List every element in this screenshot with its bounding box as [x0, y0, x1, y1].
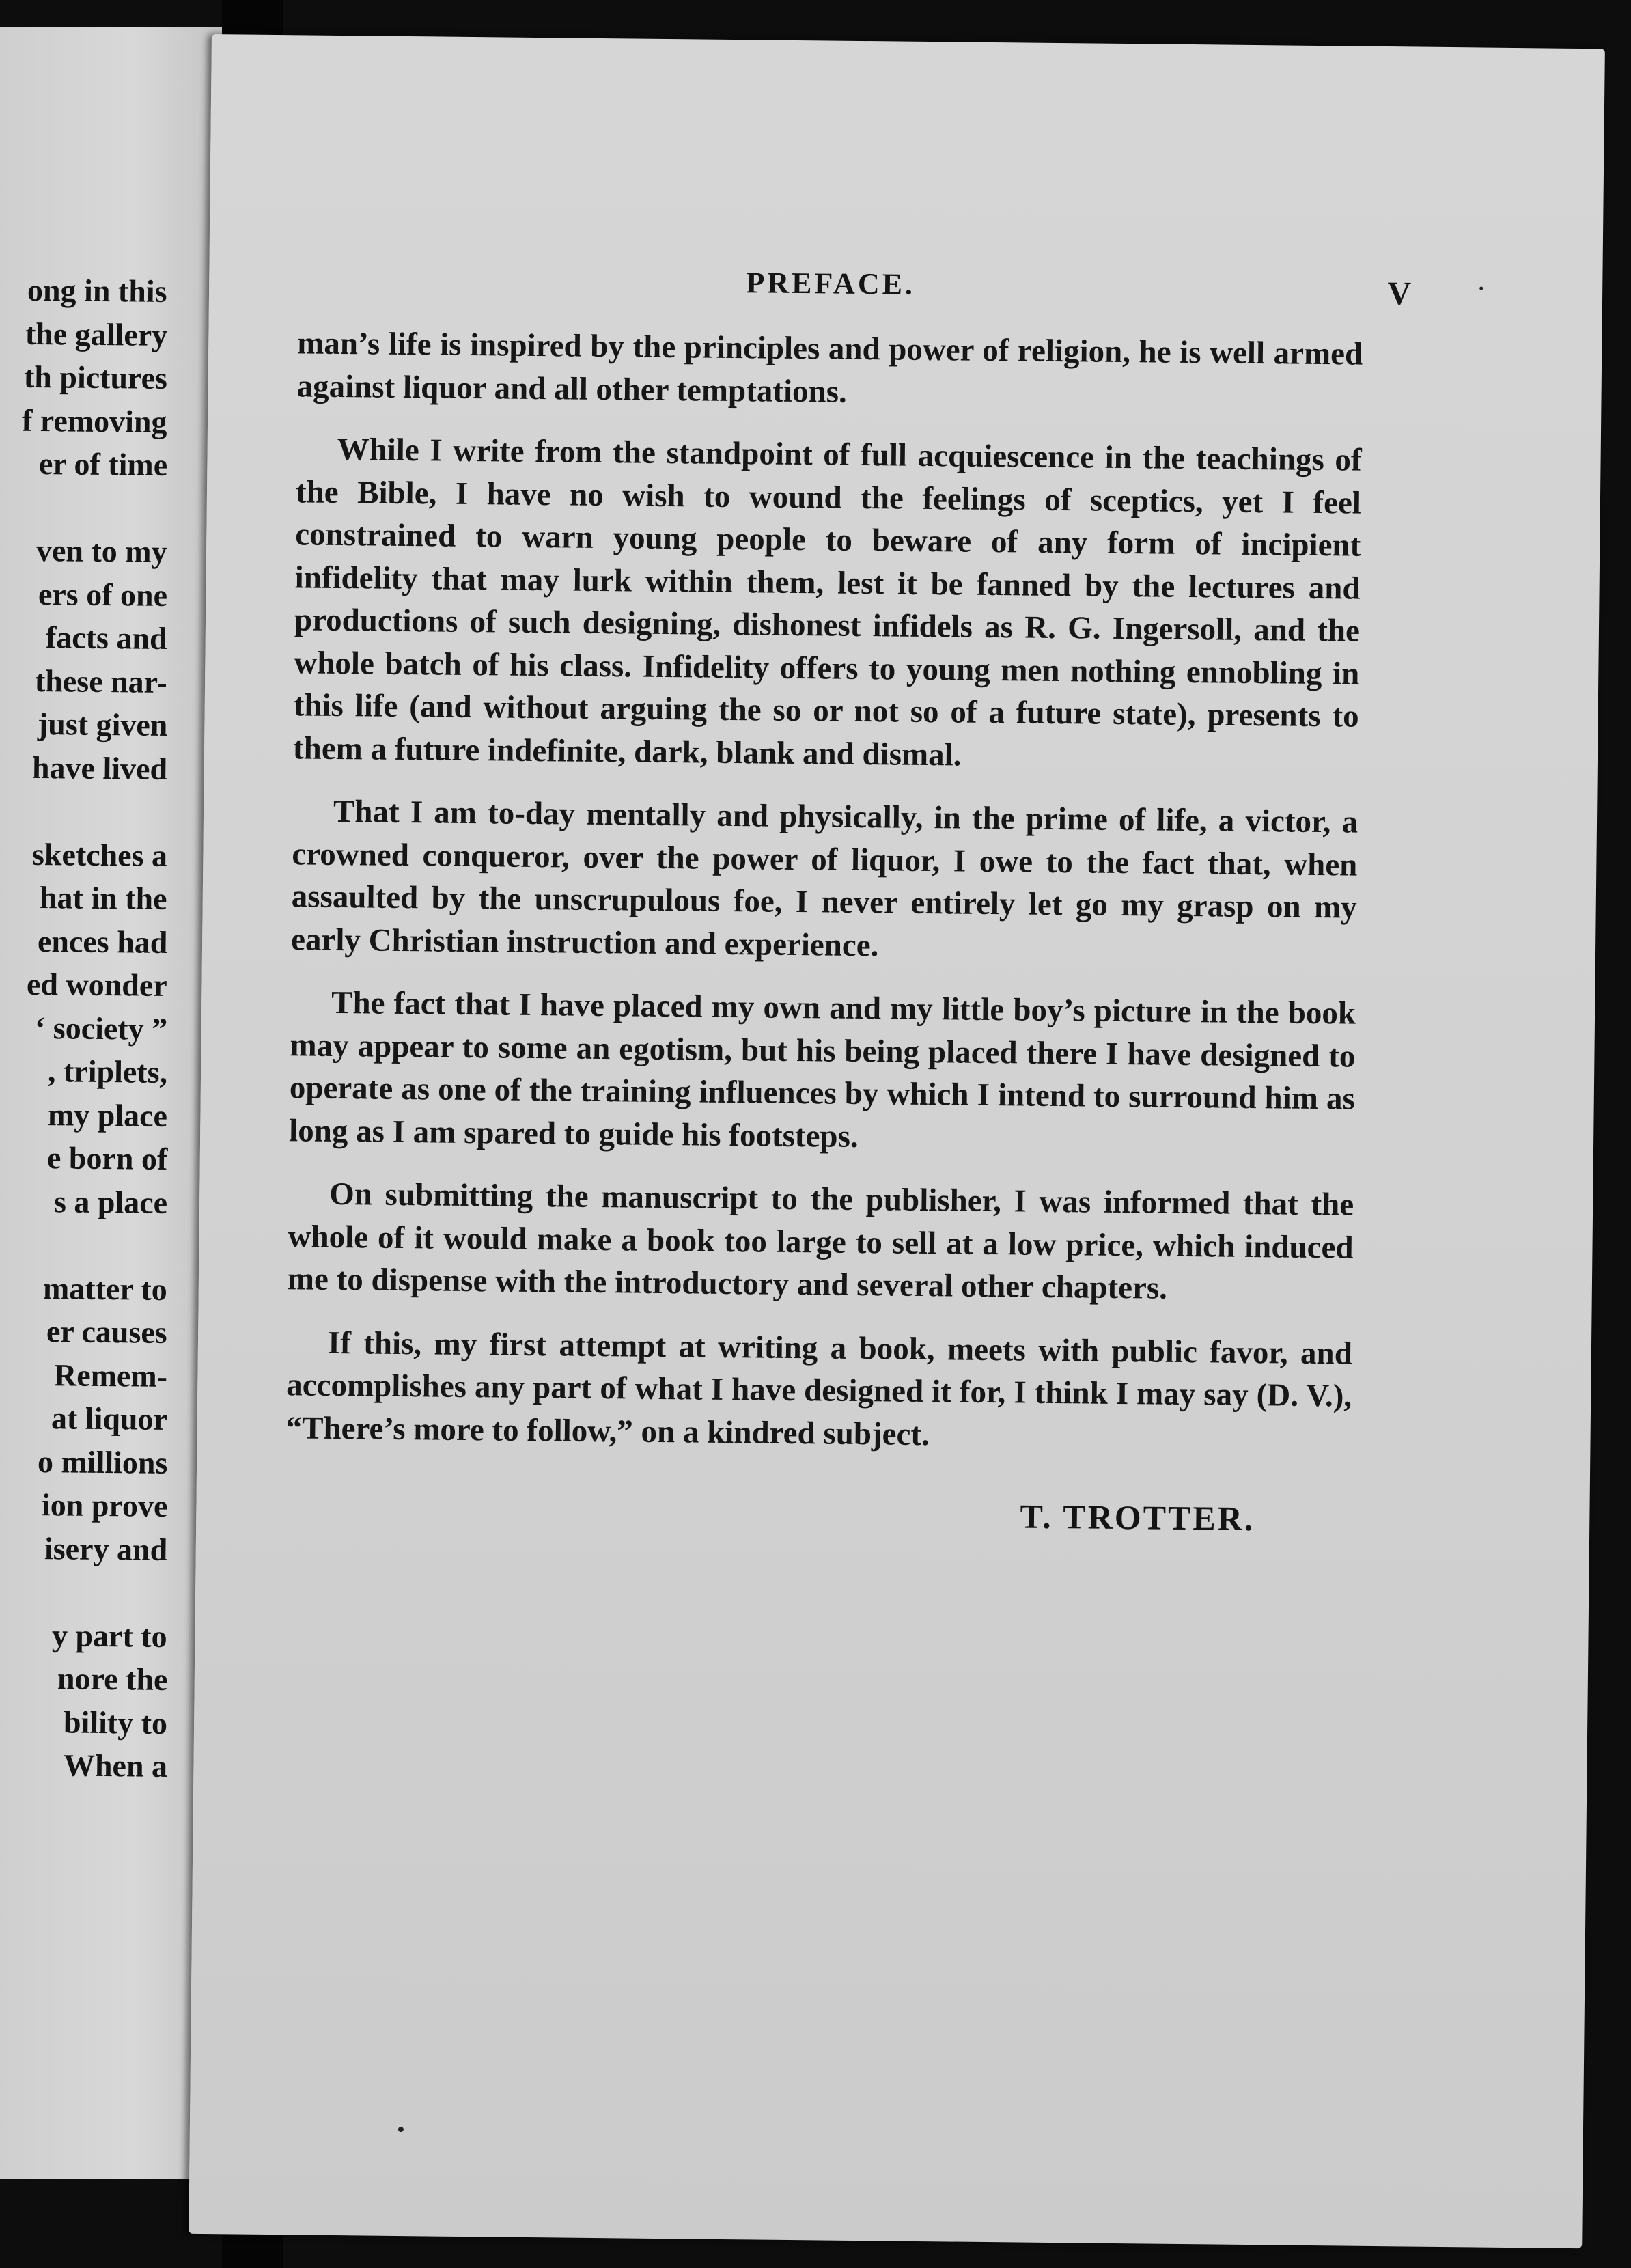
paragraph-continuation: man’s life is inspired by the principles and power of religion, he is well armed against liquor and all other temptations. [296, 325, 1363, 410]
facing-page-line: nore the [57, 1661, 168, 1697]
facing-page-line: ers of one [38, 576, 168, 613]
facing-page-line: have lived [31, 749, 168, 786]
facing-page-line: o millions [37, 1443, 168, 1480]
facing-page-line: sketches a [31, 836, 168, 873]
facing-page-line: the gallery [25, 316, 168, 352]
facing-page-line: facts and [46, 620, 168, 656]
facing-page-text [0, 27, 222, 2179]
paragraph-manuscript: On submitting the manuscript to the publisher, I was informed that the whole of it would make a book too large to sell at a low price, which induced me to dispense with the introductory and several other chapters. [287, 1176, 1354, 1306]
paper-speck [398, 2127, 404, 2132]
paragraph-victory: That I am to-day mentally and physically, in the prime of life, a victor, a crowned conqueror, over the power of liquor, I owe to the fact that, when assaulted by the unscrupulous foe, I never entirely let go my grasp on my early Christian instruction and experience. [290, 793, 1358, 963]
facing-page-fragment [0, 27, 222, 2179]
facing-page-line: ong in this [27, 272, 168, 309]
running-head [298, 260, 1412, 312]
facing-page-line: s a place [53, 1183, 168, 1220]
running-title: PREFACE. [746, 266, 916, 301]
facing-page-line: ed wonder [27, 966, 168, 1003]
facing-page-line: at liquor [51, 1400, 168, 1437]
page-number: V [1387, 275, 1412, 312]
paragraph-picture: The fact that I have placed my own and my little boy’s picture in the book may appear to some an egotism, but his being placed there I have designed to operate as one of the training influences by which I intend to surround him as long as I am spared to guide his footsteps. [288, 984, 1356, 1154]
paragraph-first-attempt: If this, my first attempt at writing a book, meets with public favor, and accomplishes any part of what I have designed it for, I think I may say (D. V.), “There’s more to follow,” on a kindred subject. [285, 1325, 1353, 1452]
facing-page-line: f removing [22, 402, 168, 439]
facing-page-line: ion prove [41, 1487, 168, 1523]
facing-page-line: ven to my [36, 532, 168, 569]
facing-page-line: matter to [42, 1270, 168, 1307]
facing-page-line: , triplets, [47, 1053, 168, 1090]
facing-page-line: isery and [44, 1530, 168, 1567]
facing-page-line: bility to [63, 1704, 168, 1741]
facing-page-line: ‘ society ” [34, 1010, 168, 1047]
facing-page-line: Remem- [53, 1357, 168, 1394]
facing-page-line: hat in the [40, 880, 168, 916]
facing-page-line: y part to [52, 1617, 168, 1654]
facing-page-line: When a [63, 1747, 168, 1784]
facing-page-line: these nar- [34, 663, 168, 700]
facing-page-line: ences had [37, 923, 168, 960]
page-content [285, 260, 1412, 1538]
facing-page-line: my place [47, 1096, 168, 1133]
paragraph-scepticism: While I write from the standpoint of full acquiescence in the teachings of the Bible, I have no wish to wound the feelings of sceptics, yet I feel constrained to warn young people to beware of any form of incipient infidelity that may lurk within them, lest it be fanned by the lectures and productions of such designing, dishonest infidels as R. G. Ingersoll, and the whole batch of his class. Infidelity offers to young men nothing ennobling in this life (and without arguing the so or not so of a future state), presents to them a future indefinite, dark, blank and dismal. [292, 431, 1362, 773]
preface-page [189, 34, 1605, 2248]
facing-page-line: er of time [38, 446, 168, 482]
facing-page-line: er causes [46, 1314, 168, 1350]
preface-body [285, 322, 1363, 1541]
facing-page-line: th pictures [23, 359, 168, 396]
facing-page-line: e born of [46, 1140, 168, 1176]
author-signature: T. TROTTER. [1020, 1497, 1255, 1538]
paper-speck [1479, 286, 1483, 290]
facing-page-line: just given [37, 706, 168, 743]
